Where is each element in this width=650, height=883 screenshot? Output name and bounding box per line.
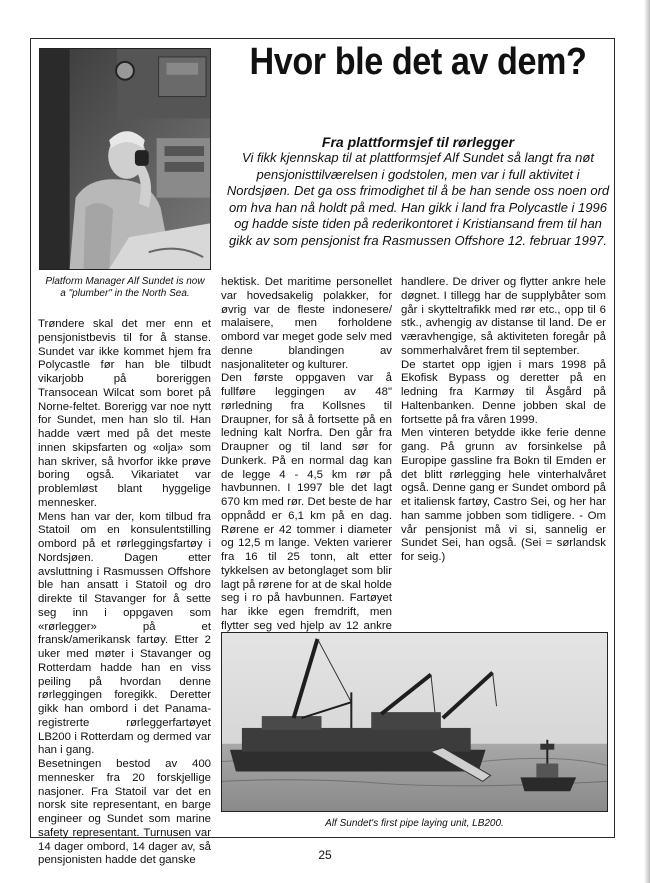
body-column-3 bbox=[401, 276, 606, 565]
col2-paragraph-1: hektisk. Det maritime personellet var hovedsakelig polakker, for øvrig var de fleste indonesere/ malaisere, men forholdene ombord var meget gode selv med denne blandingen av nasjonaliteter og kulturer. bbox=[221, 276, 392, 371]
portrait-caption bbox=[34, 276, 216, 300]
article-subtitle: Fra plattformsjef til rørlegger bbox=[321, 134, 515, 150]
body-column-1 bbox=[38, 318, 211, 868]
page-number: 25 bbox=[318, 848, 332, 862]
col2-paragraph-2: Den første oppgaven var å fullføre leggingen av 48" rørledning fra Kollsnes til Draupner, for så å fortsette på en ledning kalt Norfra. Den går fra Draupner og til land sør for Dunkerk. På en normal dag kan de legge 4 - 4,5 km rør på havbunnen. I 1997 ble det lagt 670 km med rør. Det beste de har oppnådd er 6,1 km på en dag. Rørene er 42 tommer i diameter og 12,5 m lange. Vekten varierer fra 16 til 25 tonn, alt etter tykkelsen av betonglaget som blir lagt på rørene for at de skal holde seg i ro på havbunnen. Fartøyet har ikke egen fremdrift, men flytter seg ved hjelp av 12 ankre bbox=[221, 372, 392, 632]
scan-edge-shadow bbox=[644, 0, 650, 883]
article-title: Hvor ble det av dem? bbox=[249, 41, 587, 83]
portrait-caption-line-2: a "plumber" in the North Sea. bbox=[60, 288, 190, 299]
body-column-2 bbox=[221, 276, 392, 661]
vessel-photo-image bbox=[222, 633, 607, 811]
col3-paragraph-2: De startet opp igjen i mars 1998 på Ekofisk Bypass og deretter på en ledning fra Karmøy til Åsgård på Haltenbanken. Denne jobben skal de fortsette på fra våren 1999. bbox=[401, 358, 606, 426]
portrait-caption-line-1: Platform Manager Alf Sundet is now bbox=[45, 276, 205, 287]
portrait-photo bbox=[39, 48, 211, 270]
col3-paragraph-3: Men vinteren betydde ikke ferie denne gang. På grunn av forsinkelse på Europipe gassline fra Bokn til Emden er det blitt rørlegging hele vinterhalvåret også. Denne gang er Sundet ombord på et italiensk fartøy, Castro Sei, og her har han samme jobben som tidligere. - Om vår pensjonist må vi si, sannelig er Sundet Sei, han også. (Sei = sørlandsk for seig.) bbox=[401, 427, 606, 563]
portrait-photo-image bbox=[40, 49, 210, 269]
col3-paragraph-1: handlere. De driver og flytter ankre hele døgnet. I tillegg har de supplybåter som går i skytteltrafikk med rør etc., opp til 6 stk., avhengig av distanse til land. De er væravhengige, så aktiviteten foregår på sommerhalvåret frem til september. bbox=[401, 276, 606, 357]
vessel-caption bbox=[221, 818, 608, 830]
col1-paragraph-2: Mens han var der, kom tilbud fra Statoil om en konsulentstilling ombord på et rørleggingsfartøy i Nordsjøen. Dagen etter avsluttning i Rasmussen Offshore ble han ansatt i Statoil og dro direkte til Stavanger for å sette seg inn i oppgaven som «rørlegger» på et fransk/amerikansk fartøy. Etter 2 uker med møter i Stavanger og Rotterdam hadde han en viss peiling på hvordan denne rørleggingen foregikk. Deretter gikk han ombord i det Panama-registrerte rørleggerfartøyet LB200 i Rotterdam og dermed var han i gang. bbox=[38, 510, 211, 757]
vessel-photo bbox=[221, 632, 608, 812]
col1-paragraph-1: Trøndere skal det mer enn et pensjonistbevis til for å stanse. Sundet var ikke kommet hjem fra Polycastle før han ble tilbudt vikarjobb på boreriggen Transocean Wilcat som boret på Norne-feltet. Borerigg var noe nytt for Sundet, men han slo til. Han hadde vært med på det meste innen skipsfarten og «olja» som han skriver, så hvorfor ikke prøve boring også. Vikariatet var problemløst blant hyggelige mennesker. bbox=[38, 318, 211, 509]
vessel-caption-text: Alf Sundet's first pipe laying unit, LB200. bbox=[325, 818, 504, 829]
article-intro: Vi fikk kjennskap til at plattformsjef Alf Sundet så langt fra nøt pensjonisttilværelsen i godstolen, men var i full aktivitet i Nordsjøen. Det ga oss frimodighet til å be han sende oss noen ord om hva han nå holdt på med. Han gikk i land fra Polycastle i 1996 og hadde siste tiden på rederikontoret i Kristiansand frem til han gikk av som pensjonist fra Rasmussen Offshore 12. februar 1997. bbox=[226, 150, 610, 248]
col1-paragraph-3: Besetningen bestod av 400 mennesker fra 20 forskjellige nasjoner. Fra Statoil var det en norsk site representant, en barge engineer og Sundet som marine safety representant. Turnusen var 14 dager ombord, 14 dager av, så pensjonisten hadde det ganske bbox=[38, 758, 211, 867]
